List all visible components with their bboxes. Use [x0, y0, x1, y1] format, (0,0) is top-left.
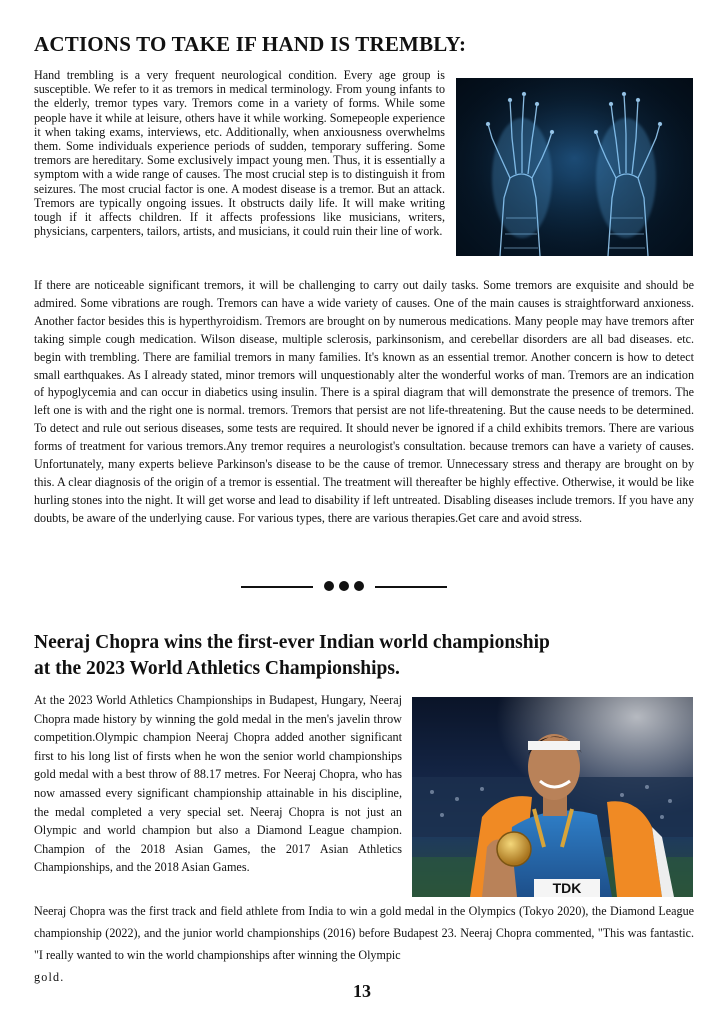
title-line-2: at the 2023 World Athletics Championships.: [34, 658, 400, 679]
article-paragraph-championship: At the 2023 World Athletics Championships in Budapest, Hungary, Neeraj Chopra made history by winning the gold medal in the men's javelin throw competition.Olympic champion Neeraj Chopra added another significant first to his long list of firsts when he won the senior world championships gold medal with a best throw of 88.17 metres. For Neeraj Chopra, who has now amassed every significant championship attainable in his discipline, the medal completed a very special set. Neeraj Chopra is not just an Olympic and world champion but also a Diamond League champion. Champion of the 2018 Asian Games, the 2017 Asian Athletics Championships, and the 2018 Asian Games.: [34, 693, 402, 875]
article-title-neeraj: [34, 630, 694, 682]
article-paragraph-intro: Hand trembling is a very frequent neurological condition. Every age group is susceptible. We refer to it as tremors in medical terminology. From young infants to the elderly, tremor types vary. Tremors come in a variety of forms. While some people have it while at leisure, others have it while working. Somepeople experience it when taking exams, interviews, etc. Additionally, when anxiousness overwhelms them. Some individuals experience periods of sudden, temporary suffering. Some tremors are hereditary. Some exclusively impact young men. Thus, it is essentially a symptom with a wide range of causes. The most crucial step is to distinguish it from seizures. The most crucial factor is one. A modest disease is a tremor. But an attack. Tremors are typically ongoing issues. It obstructs daily life. It will make writing tough if it affects children. If it affects professions like musicians, writers, physicians, carpenters, tailors, artists, and musicians, it could ruin their line of work.: [34, 68, 445, 239]
divider-line-left: [241, 586, 313, 588]
title-line-1: Neeraj Chopra wins the first-ever Indian world championship: [34, 632, 550, 653]
article-title-tremors: ACTIONS TO TAKE IF HAND IS TREMBLY:: [34, 32, 467, 56]
paragraph-text: Neeraj Chopra was the first track and field athlete from India to win a gold medal in the Olympics (Tokyo 2020), the Diamond League championship (2022), and the junior world championships (2016) before Budapest 23. Neeraj Chopra commented, "This was fantastic. "I really wanted to win the world championships after winning the Olympic: [34, 904, 694, 962]
article-paragraph-firsts: [34, 900, 694, 988]
section-divider: [241, 577, 447, 597]
article-paragraph-causes: If there are noticeable significant tremors, it will be challenging to carry out daily tasks. Some tremors are exquisite and should be admired. Some vibrations are rough. Tremors can have a wide variety of causes. One of the main causes is straightforward anxioness. Another factor besides this is hyperthyroidism. Tremors are brought on by numerous medications. Many people may have tremors after taking simple cough medication. Wilson disease, multiple sclerosis, parkinsonism, and cerebellar disorders are all bad diseases. etc. begin with trembling. There are familial tremors in many families. It's known as an essential tremor. Another concern is how to detect small earthquakes. As I already stated, minor tremors will unquestionably alter the wonderful works of man. Tremors are an indication of hypoglycemia and can occur in diabetics using insulin. There is a spiral diagram that will demonstrate the presence of tremors. The left one is with and the right one is normal. tremors. Tremors that persist are not life-threatening. But the cause needs to be determined. To detect and rule out serious diseases, some tests are required. It should never be ignored if a child exhibits tremors. There are various forms of treatment for various tremors.Any tremor requires a neurologist's consultation. because tremors can have a variety of causes. Unfortunately, many experts believe Parkinson's disease to be the cause of tremor. Unnecessary stress and therapy are brought on by this. A clear diagnosis of the origin of a tremor is essential. The treatment will thereafter be highly effective. Otherwise, it would be like hurling stones into the night. It will get worse and lead to disability if left untreated. Disabling diseases include tremors. If you have any doubts, be aware of the underlying cause. For various types, there are various therapies.Get care and avoid stress.: [34, 278, 694, 525]
paragraph-text-end: gold.: [34, 970, 65, 984]
divider-dot: [354, 581, 364, 591]
page-number: 13: [353, 981, 371, 1001]
divider-line-right: [375, 586, 447, 588]
athlete-photo: [412, 697, 693, 897]
divider-dot: [339, 581, 349, 591]
xray-hands-image: [456, 78, 693, 256]
divider-dot: [324, 581, 334, 591]
bib-text: TDK: [552, 880, 582, 896]
